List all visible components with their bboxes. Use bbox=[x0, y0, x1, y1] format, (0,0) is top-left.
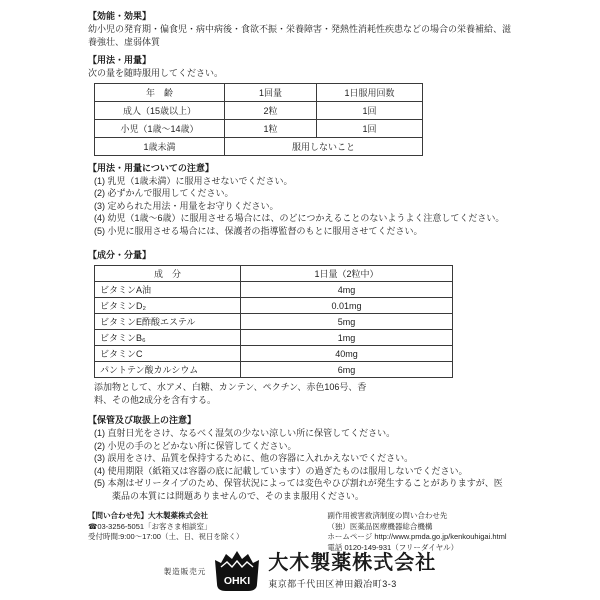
contact-heading: 【問い合わせ先】大木製薬株式会社 bbox=[88, 511, 208, 520]
ingredients-heading: 【成分・分量】 bbox=[88, 250, 152, 260]
ingredient-amount: 40mg bbox=[241, 346, 453, 362]
storage-note-item: (3) 誤用をさけ、品質を保持するために、他の容器に入れかえないでください。 bbox=[94, 453, 414, 463]
ingredient-row bbox=[95, 346, 453, 362]
dosage-cell-frequency: 1回 bbox=[317, 119, 423, 137]
relief-tel: 電話 0120-149-931（フリーダイヤル） bbox=[327, 542, 459, 552]
dosage-heading: 【用法・用量】 bbox=[88, 55, 152, 65]
section-dosage-notes bbox=[88, 162, 512, 238]
dosage-row-adult bbox=[95, 101, 423, 119]
ingredient-name: ビタミンB₆ bbox=[95, 330, 241, 346]
ingredient-name: ビタミンC bbox=[95, 346, 241, 362]
relief-org: （独）医薬品医療機器総合機構 bbox=[327, 521, 433, 531]
ingredient-name: ビタミンE酢酸エステル bbox=[95, 314, 241, 330]
dosage-cell-amount: 1粒 bbox=[225, 119, 317, 137]
storage-note-item: (4) 使用期限（紙箱又は容器の底に記載しています）の過ぎたものは服用しないでください。 bbox=[94, 465, 468, 476]
section-storage bbox=[88, 414, 512, 502]
ingredient-amount: 0.01mg bbox=[241, 298, 453, 314]
ingredient-name: パントテン酸カルシウム bbox=[95, 362, 241, 378]
ingredient-amount: 4mg bbox=[241, 282, 453, 298]
dosage-header-frequency: 1日服用回数 bbox=[317, 83, 423, 101]
dosage-cell-do-not-use: 服用しないこと bbox=[225, 137, 423, 155]
ingredient-row bbox=[95, 298, 453, 314]
dosage-cell-frequency: 1回 bbox=[317, 101, 423, 119]
dosage-notes-heading: 【用法・用量についての注意】 bbox=[88, 162, 214, 173]
contact-phone: ☎03-3256-5051「お客さま相談室」 bbox=[88, 521, 212, 531]
ingredients-header-row bbox=[95, 266, 453, 282]
dosage-header-row bbox=[95, 83, 423, 101]
footer bbox=[0, 551, 600, 591]
ingredient-row bbox=[95, 282, 453, 298]
ingredients-table bbox=[94, 265, 453, 378]
ingredient-name: ビタミンD₂ bbox=[95, 298, 241, 314]
dosage-note-item: (2) 必ずかんで服用してください。 bbox=[94, 188, 234, 198]
company-address: 東京都千代田区神田鍛冶町3-3 bbox=[268, 579, 397, 589]
relief-title: 副作用被害救済制度の問い合わせ先 bbox=[327, 511, 448, 520]
ingredient-row bbox=[95, 314, 453, 330]
ingredient-amount: 6mg bbox=[241, 362, 453, 378]
ingredients-header-component: 成 分 bbox=[95, 266, 241, 282]
dosage-row-infant bbox=[95, 137, 423, 155]
contact-hours: 受付時間:9:00～17:00（土、日、祝日を除く） bbox=[88, 532, 244, 541]
ingredient-row bbox=[95, 330, 453, 346]
storage-note-item: (1) 直射日光をさけ、なるべく湿気の少ない涼しい所に保管してください。 bbox=[94, 428, 396, 438]
dosage-cell-age: 小児（1歳～14歳） bbox=[95, 119, 225, 137]
storage-heading: 【保管及び取扱上の注意】 bbox=[88, 415, 197, 425]
dosage-row-child bbox=[95, 119, 423, 137]
distributor-label: 製造販売元 bbox=[163, 566, 207, 576]
efficacy-heading: 【効能・効果】 bbox=[88, 11, 152, 21]
ohki-logo-icon bbox=[215, 551, 259, 591]
additives-note: 添加物として、水アメ、白糖、カンテン、ペクチン、赤色106号、香料、その他2成分を含有する。 bbox=[94, 382, 367, 405]
ingredient-amount: 1mg bbox=[241, 330, 453, 346]
logo-text: OHKI bbox=[224, 575, 251, 587]
contact-relief-system bbox=[327, 511, 512, 553]
company-name: 大木製薬株式会社 bbox=[268, 552, 437, 574]
ingredient-row bbox=[95, 362, 453, 378]
dosage-cell-age: 成人（15歳以上） bbox=[95, 101, 225, 119]
dosage-note-item: (5) 小児に服用させる場合には、保護者の指導監督のもとに服用させてください。 bbox=[94, 225, 423, 236]
storage-note-item: (5) 本剤はゼリータイプのため、保管状況によっては変色やひび割れが発生することがありますが、医薬品の本質には問題ありませんので、そのまま服用ください。 bbox=[94, 478, 503, 501]
contact-section bbox=[88, 511, 512, 553]
dosage-intro: 次の量を随時服用してください。 bbox=[88, 68, 224, 78]
ingredient-name: ビタミンA油 bbox=[95, 282, 241, 298]
ingredients-header-amount: 1日量（2粒中） bbox=[241, 266, 453, 282]
storage-note-item: (2) 小児の手のとどかない所に保管してください。 bbox=[94, 440, 297, 451]
dosage-note-item: (3) 定められた用法・用量をお守りください。 bbox=[94, 200, 279, 211]
dosage-table bbox=[94, 83, 423, 156]
section-dosage bbox=[88, 54, 512, 156]
relief-url: ホームページ http://www.pmda.go.jp/kenkouhigai.html bbox=[327, 532, 507, 541]
contact-manufacturer bbox=[88, 511, 313, 553]
dosage-cell-age: 1歳未満 bbox=[95, 137, 225, 155]
company-block bbox=[268, 552, 436, 590]
ingredient-amount: 5mg bbox=[241, 314, 453, 330]
dosage-note-item: (4) 幼児（1歳～6歳）に服用させる場合には、のどにつかえることのないようよく注意してください。 bbox=[94, 213, 505, 223]
dosage-note-item: (1) 乳児（1歳未満）に服用させないでください。 bbox=[94, 175, 293, 186]
dosage-header-amount: 1回量 bbox=[225, 83, 317, 101]
dosage-cell-amount: 2粒 bbox=[225, 101, 317, 119]
efficacy-body: 幼小児の発育期・偏食児・病中病後・食欲不振・栄養障害・発熱性消耗性疾患などの場合の栄養補給、滋養強壮、虚弱体質 bbox=[88, 24, 512, 47]
section-ingredients bbox=[88, 249, 512, 406]
section-efficacy bbox=[88, 10, 512, 48]
dosage-header-age: 年 齢 bbox=[95, 83, 225, 101]
